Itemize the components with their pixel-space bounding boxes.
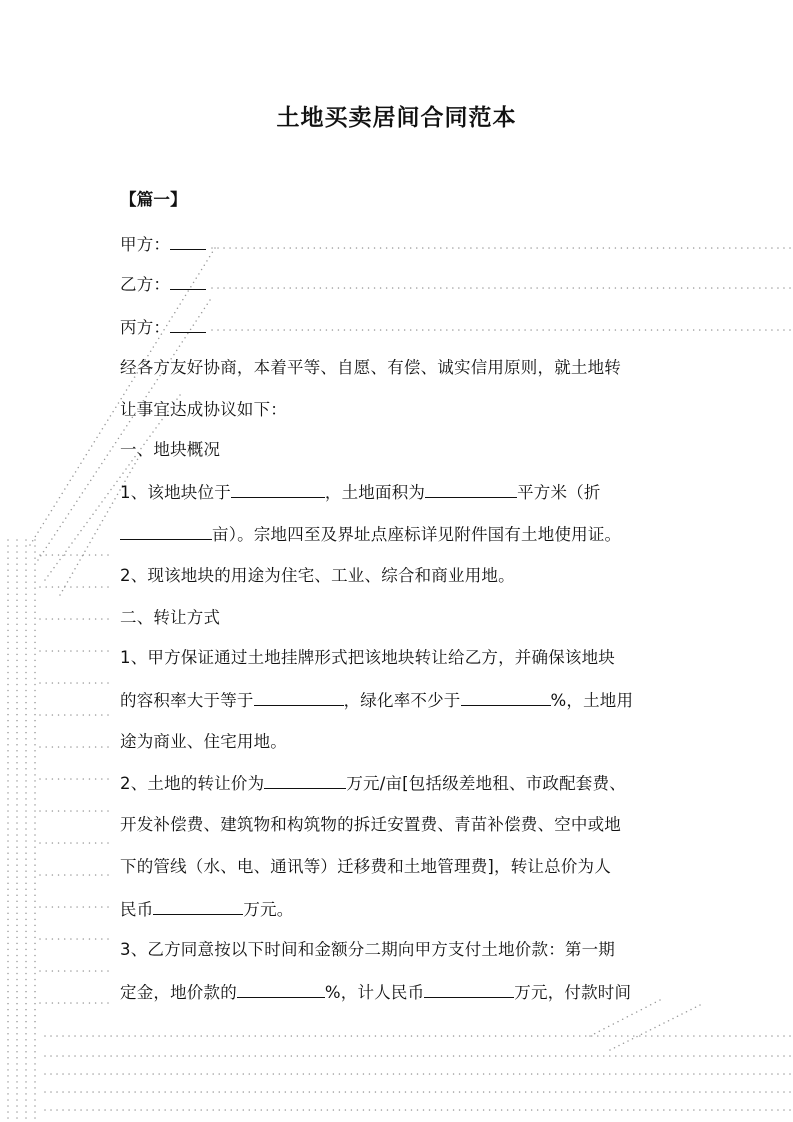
party-b-blank [170,274,206,290]
party-c-label: 丙方： [120,318,171,337]
s2-item1-line1: 1、甲方保证通过土地挂牌形式把该地块转让给乙方，并确保该地块 [120,648,615,667]
green-ratio-blank [461,690,551,706]
mu-blank [120,524,212,540]
s2-item3-text-c: 万元，付款时间 [514,983,632,1002]
s2-item2-line3: 下的管线（水、电、通讯等）迁移费和土地管理费]，转让总价为人 [120,857,611,876]
s1-item1-text-b: ，土地面积为 [324,483,426,502]
s2-item3-text-a: 定金，地价款的 [120,983,237,1002]
party-a-blank [170,234,206,250]
s1-item2: 2、现该地块的用途为住宅、工业、综合和商业用地。 [120,566,515,585]
section-2-heading: 二、转让方式 [120,608,221,627]
s2-item3-line1: 3、乙方同意按以下时间和金额分二期向甲方支付土地价款：第一期 [120,940,615,959]
s2-item1-text-b: ，绿化率不少于 [343,691,461,710]
s2-item3-text-b: %，计人民币 [324,983,425,1002]
party-b-line [120,274,206,295]
s1-item1-line1 [120,482,601,503]
s1-item1-text-c: 平方米（折 [517,483,601,502]
section-tag: 【篇一】 [120,190,187,209]
s2-item2-line4 [120,899,294,920]
party-a-label: 甲方： [120,235,171,254]
s2-item1-line3: 途为商业、住宅用地。 [120,732,287,751]
s2-item2-text-d: 万元。 [243,900,294,919]
s2-item2-text-c: 民币 [120,900,154,919]
party-c-line [120,317,206,338]
s2-item2-text-b: 万元/亩[包括级差地租、市政配套费、 [346,774,626,793]
page-title: 土地买卖居间合同范本 [276,105,517,131]
area-blank [425,482,517,498]
intro-line-1: 经各方友好协商，本着平等、自愿、有偿、诚实信用原则，就土地转 [120,358,621,377]
s1-item1-line2 [120,524,621,545]
deposit-amount-blank [424,982,514,998]
total-price-blank [153,899,243,915]
plot-ratio-blank [254,690,344,706]
s2-item2-text-a: 2、土地的转让价为 [120,774,265,793]
price-per-mu-blank [264,773,346,789]
deposit-percent-blank [237,982,325,998]
s2-item1-line2 [120,690,633,711]
party-c-blank [170,317,206,333]
s2-item1-text-c: %，土地用 [550,691,634,710]
s2-item1-text-a: 的容积率大于等于 [120,691,254,710]
location-blank [231,482,325,498]
s1-item1-text-a: 1、该地块位于 [120,483,231,502]
s1-item1-text-d: 亩）。宗地四至及界址点座标详见附件国有土地使用证。 [212,525,622,544]
s2-item2-line2: 开发补偿费、建筑物和构筑物的拆迁安置费、青苗补偿费、空中或地 [120,815,621,834]
party-a-line [120,234,206,255]
s2-item3-line2 [120,982,631,1003]
intro-line-2: 让事宜达成协议如下： [120,400,287,419]
s2-item2-line1 [120,773,626,794]
party-b-label: 乙方： [120,275,171,294]
section-1-heading: 一、地块概况 [120,440,221,459]
